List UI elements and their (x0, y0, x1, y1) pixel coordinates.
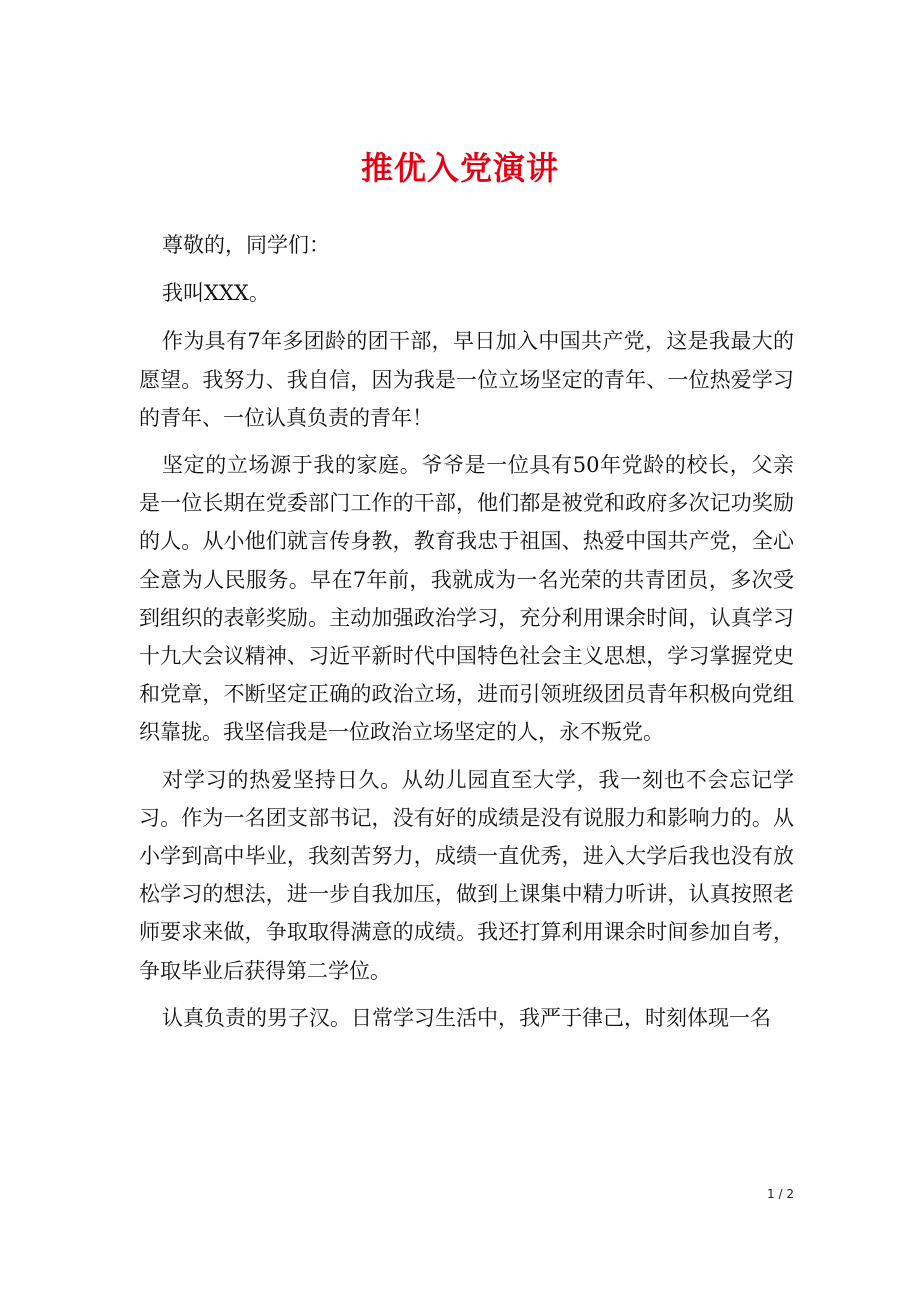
greeting-paragraph: 尊敬的，同学们： (162, 233, 330, 257)
document-title: 推优入党演讲 (360, 149, 559, 187)
introduction-paragraph: 我叫XXX。 (162, 281, 270, 306)
page-number: 1 / 2 (767, 1187, 794, 1201)
political-stance-paragraph: 坚定的立场源于我的家庭。爷爷是一位具有50年党龄的校长，父亲是一位长期在党委部门工作的干部，他们都是被党和政府多次记功奖励的人。从小他们就言传身教，教育我忠于祖国、热爱中国共产党，全心全意为人民服务。早在7年前，我就成为一名光荣的共青团员，多次受到组织的表彰奖励。主动加强政治学习，充分利用课余时间，认真学习十九大会议精神、习近平新时代中国特色社会主义思想，学习掌握党史和党章，不断坚定正确的政治立场，进而引领班级团员青年积极向党组织靠拢。我坚信我是一位政治立场坚定的人，永不叛党。 (139, 453, 794, 745)
aspiration-paragraph: 作为具有7年多团龄的团干部，早日加入中国共产党，这是我最大的愿望。我努力、我自信，因为我是一位立场坚定的青年、一位热爱学习的青年、一位认真负责的青年！ (139, 329, 794, 430)
document-body (139, 226, 794, 1046)
responsibility-paragraph: 认真负责的男子汉。日常学习生活中，我严于律己，时刻体现一名 (162, 1005, 771, 1030)
study-paragraph: 对学习的热爱坚持日久。从幼儿园直至大学，我一刻也不会忘记学习。作为一名团支部书记，没有好的成绩是没有说服力和影响力的。从小学到高中毕业，我刻苦努力，成绩一直优秀，进入大学后我也没有放松学习的想法，进一步自我加压，做到上课集中精力听讲，认真按照老师要求来做，争取取得满意的成绩。我还打算利用课余时间参加自考，争取毕业后获得第二学位。 (139, 767, 794, 983)
